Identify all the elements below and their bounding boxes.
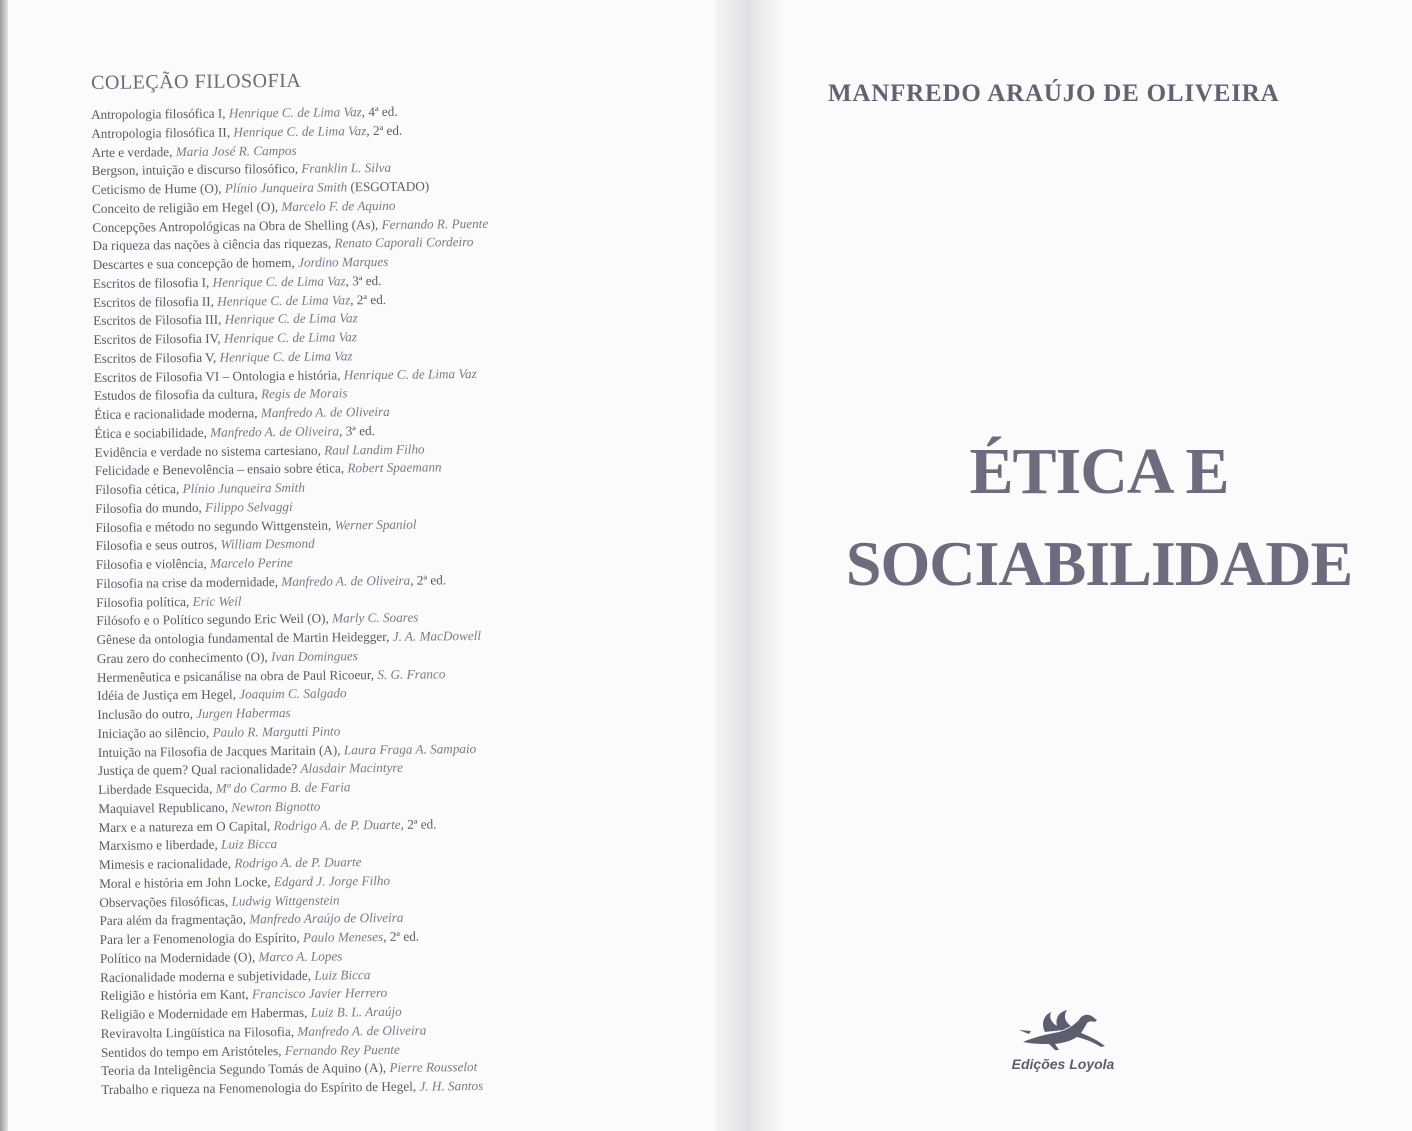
book-title-text: Ética e racionalidade moderna, xyxy=(94,405,261,422)
book-author: Henrique C. de Lima Vaz xyxy=(233,122,367,140)
book-title-text: Ética e sociabilidade, xyxy=(94,424,211,441)
book-author: Fernando Rey Puente xyxy=(284,1041,400,1058)
book-title-text: Para ler a Fenomenologia do Espírito, xyxy=(99,929,304,947)
book-author: Manfredo A. de Oliveira xyxy=(281,572,411,589)
book-author: Fernando R. Puente xyxy=(381,215,489,232)
book-title-text: Da riqueza das nações à ciência das riquezas, xyxy=(92,235,335,254)
book-title-text: Idéia de Justiça em Hegel, xyxy=(97,686,240,704)
book-title-text: Político na Modernidade (O), xyxy=(99,949,259,966)
book-title-line-1: ÉTICA E xyxy=(969,435,1229,508)
collection-title: COLEÇÃO FILOSOFIA xyxy=(91,69,302,94)
book-author: Henrique C. de Lima Vaz xyxy=(224,310,358,327)
book-author: Marco A. Lopes xyxy=(258,948,343,965)
book-author: Filippo Selvaggi xyxy=(205,498,293,515)
book-title-text: Observações filosóficas, xyxy=(99,893,232,910)
book-author: Edgard J. Jorge Filho xyxy=(273,872,391,889)
book-title-text: Estudos de filosofia da cultura, xyxy=(93,386,262,404)
book-title-text: Grau zero do conhecimento (O), xyxy=(96,648,272,666)
book-author: Henrique C. de Lima Vaz xyxy=(212,273,346,290)
book-edition-note: , 2ª ed. xyxy=(383,928,420,944)
book-author: Maria José R. Campos xyxy=(175,142,297,159)
book-title-text: Filosofia e violência, xyxy=(95,555,211,572)
book-title-text: Escritos de filosofia I, xyxy=(92,274,213,291)
book-title-text: Marxismo e liberdade, xyxy=(98,836,222,854)
book-author: J. A. MacDowell xyxy=(392,627,482,644)
book-title-text: Religião e Modernidade em Habermas, xyxy=(100,1004,311,1022)
book-title-text: Filosofia do mundo, xyxy=(95,499,206,516)
book-author: Alasdair Macintyre xyxy=(300,760,403,777)
book-title-text: Escritos de Filosofia IV, xyxy=(93,330,225,347)
book-author: Eric Weil xyxy=(192,592,242,609)
book-title-text: Escritos de filosofia II, xyxy=(92,293,218,310)
book-edition-note: , 3ª ed. xyxy=(338,422,376,439)
book-title-text: Felicidade e Benevolência – ensaio sobre ética, xyxy=(94,460,348,479)
book-title-text: Hermenêutica e psicanálise na obra de Paul Ricoeur, xyxy=(96,666,378,685)
book-author: Plínio Junqueira Smith xyxy=(224,179,348,196)
book-gutter xyxy=(716,0,786,1131)
book-title-text: Para além da fragmentação, xyxy=(99,911,250,929)
book-author: Henrique C. de Lima Vaz xyxy=(228,104,362,121)
book-author: Manfredo A. de Oliveira xyxy=(210,423,340,440)
book-title-text: Escritos de Filosofia III, xyxy=(93,311,225,329)
book-title-text: Evidência e verdade no sistema cartesiano, xyxy=(94,442,325,460)
book-title xyxy=(786,428,1412,612)
book-title-text: Reviravolta Lingüística na Filosofia, xyxy=(100,1023,298,1041)
book-author: Newton Bignotto xyxy=(231,798,321,815)
book-edition-note: , 2ª ed. xyxy=(400,815,437,832)
book-author: Mª do Carmo B. de Faria xyxy=(215,779,351,796)
book-author: Marcelo F. de Aquino xyxy=(281,197,396,214)
book-author: Jordino Marques xyxy=(297,253,389,270)
book-title-text: Moral e história em John Locke, xyxy=(99,873,274,891)
book-author: Henrique C. de Lima Vaz xyxy=(223,329,358,346)
book-title-text: Filosofia e seus outros, xyxy=(95,536,221,554)
book-title-text: Sentidos do tempo em Aristóteles, xyxy=(100,1042,285,1060)
book-title-text: Antropologia filosófica I, xyxy=(91,105,229,122)
book-author: Rodrigo A. de P. Duarte xyxy=(234,854,362,871)
book-title-text: Mimesis e racionalidade, xyxy=(98,855,235,872)
book-title-text: Filosofia política, xyxy=(96,593,193,610)
book-author: Regis de Morais xyxy=(260,385,348,402)
book-list xyxy=(91,100,721,1100)
book-edition-note: , 2ª ed. xyxy=(366,122,403,138)
book-author: Joaquim C. Salgado xyxy=(239,685,347,702)
book-title-text: Antropologia filosófica II, xyxy=(91,124,234,141)
book-title-text: Filosofia cética, xyxy=(94,481,183,497)
book-edition-note: , 2ª ed. xyxy=(410,572,447,588)
author-name: MANFREDO ARAÚJO DE OLIVEIRA xyxy=(828,80,1280,107)
book-title-text: Racionalidade moderna e subjetividade, xyxy=(100,967,315,985)
book-author: Laura Fraga A. Sampaio xyxy=(343,740,477,757)
book-author: Manfredo A. de Oliveira xyxy=(260,403,390,421)
book-title-text: Descartes e sua concepção de homem, xyxy=(92,254,299,272)
book-title-text: Liberdade Esquecida, xyxy=(98,780,216,797)
book-author: Francisco Javier Herrero xyxy=(251,985,388,1002)
book-author: Henrique C. de Lima Vaz xyxy=(219,348,353,365)
page-edge xyxy=(0,0,8,1131)
book-author: Luiz Bicca xyxy=(314,966,371,983)
publisher-logo xyxy=(1000,1006,1126,1072)
book-author: Henrique C. de Lima Vaz xyxy=(343,365,477,382)
book-author: Manfredo Araújo de Oliveira xyxy=(249,910,404,927)
book-author: Jurgen Habermas xyxy=(196,704,291,721)
book-author: Raul Landim Filho xyxy=(324,441,425,458)
book-edition-note: , 4ª ed. xyxy=(361,103,398,120)
book-title-text: Conceito de religião em Hegel (O), xyxy=(91,198,282,216)
book-title-text: Justiça de quem? Qual racionalidade? xyxy=(97,761,301,779)
book-edition-note: , 2ª ed. xyxy=(350,291,387,307)
book-title-text: Bergson, intuição e discurso filosófico, xyxy=(91,161,302,179)
book-author: Paulo R. Margutti Pinto xyxy=(212,723,341,740)
book-author: Ivan Domingues xyxy=(270,647,358,664)
book-author: Pierre Rousselot xyxy=(389,1059,478,1076)
book-title-text: Ceticismo de Hume (O), xyxy=(91,180,225,197)
pegasus-icon xyxy=(1015,1006,1111,1054)
book-author: Henrique C. de Lima Vaz xyxy=(217,291,351,309)
book-author: Marcelo Perine xyxy=(209,554,293,571)
book-title-text: Marx e a natureza em O Capital, xyxy=(98,817,274,835)
book-author: Marly C. Soares xyxy=(331,609,419,626)
book-author: Manfredo A. de Oliveira xyxy=(297,1022,427,1039)
book-title-text: Filósofo e o Político segundo Eric Weil (O), xyxy=(96,610,333,629)
book-author: Plínio Junqueira Smith xyxy=(182,479,305,497)
book-edition-note: , 3ª ed. xyxy=(345,272,382,289)
book-title-text: Arte e verdade, xyxy=(91,143,176,160)
book-author: Rodrigo A. de P. Duarte xyxy=(273,816,401,833)
book-author: J. H. Santos xyxy=(419,1077,484,1094)
book-title-text: Filosofia e método no segundo Wittgenstein, xyxy=(95,516,335,535)
book-author: Robert Spaemann xyxy=(347,459,442,476)
book-title-line-2: SOCIABILIDADE xyxy=(845,528,1353,599)
book-author: Luiz Bicca xyxy=(220,836,278,852)
left-page xyxy=(6,0,724,1131)
book-author: William Desmond xyxy=(220,535,315,552)
book-title-text: Iniciação ao silêncio, xyxy=(97,724,213,741)
book-title-text: Concepções Antropológicas na Obra de Shelling (As), xyxy=(92,216,382,235)
book-title-text: Filosofia na crise da modernidade, xyxy=(95,573,282,591)
book-title-text: Intuição na Filosofia de Jacques Maritain (A), xyxy=(97,741,344,760)
book-author: Werner Spaniol xyxy=(334,516,417,532)
book-author: Ludwig Wittgenstein xyxy=(231,891,340,909)
book-edition-note: (ESGOTADO) xyxy=(347,178,430,195)
book-author: Franklin L. Silva xyxy=(301,160,392,177)
book-title-text: Gênese da ontologia fundamental de Martin Heidegger, xyxy=(96,628,393,647)
book-author: S. G. Franco xyxy=(377,665,446,682)
book-author: Luiz B. L. Araújo xyxy=(310,1003,402,1020)
book-title-text: Trabalho e riqueza na Fenomenologia do Espírito de Hegel, xyxy=(101,1078,420,1097)
book-author: Renato Caporali Cordeiro xyxy=(334,234,474,251)
book-title-text: Inclusão do outro, xyxy=(97,705,197,722)
publisher-name: Edições Loyola xyxy=(1011,1056,1115,1072)
book-author: Paulo Meneses xyxy=(302,928,384,945)
book-title-text: Maquiavel Republicano, xyxy=(98,799,232,816)
book-title-text: Escritos de Filosofia VI – Ontologia e história, xyxy=(93,366,344,385)
book-title-text: Teoria da Inteligência Segundo Tomás de Aquino (A), xyxy=(101,1060,390,1079)
book-title-text: Escritos de Filosofia V, xyxy=(93,349,220,366)
book-title-text: Religião e história em Kant, xyxy=(100,986,253,1004)
